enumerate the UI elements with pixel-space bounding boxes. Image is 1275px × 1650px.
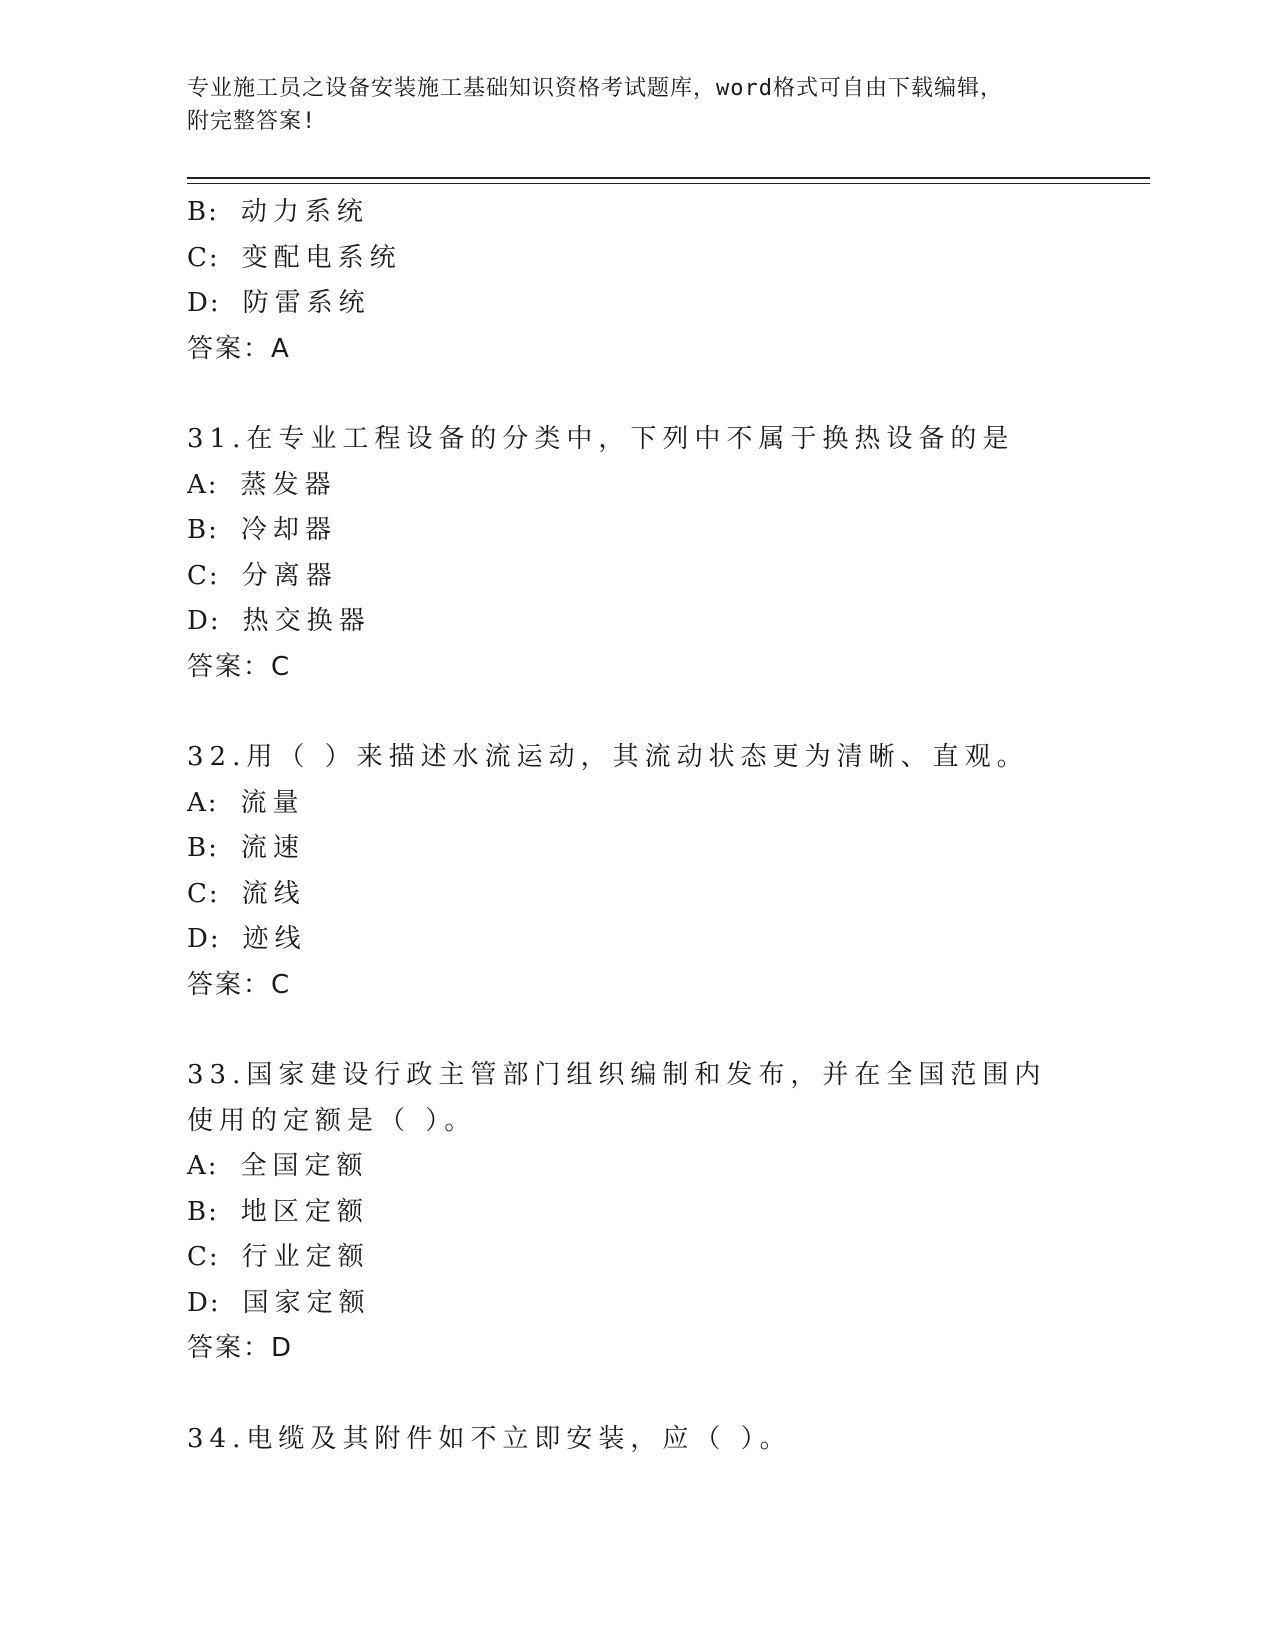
option-c: C: 分离器	[187, 560, 338, 591]
question-text: 33.国家建设行政主管部门组织编制和发布，并在全国范围内使用的定额是（ ）。	[187, 1060, 1047, 1136]
answer-line: 答案：C	[187, 651, 292, 682]
option-b: B: 流速	[187, 833, 305, 863]
option-b: B: 动力系统	[187, 197, 369, 227]
option-c: C: 行业定额	[187, 1242, 370, 1272]
option-c: C: 流线	[187, 878, 306, 909]
option-d: D: 迹线	[187, 924, 307, 954]
option-a: A: 流量	[187, 787, 305, 818]
answer-line: 答案：C	[187, 969, 292, 1000]
option-d: D: 国家定额	[187, 1287, 371, 1318]
answer-line: 答案：D	[187, 1333, 294, 1363]
header-line-1: 专业施工员之设备安装施工基础知识资格考试题库，word格式可自由下载编辑，	[187, 76, 1003, 101]
option-b: B: 冷却器	[187, 515, 337, 545]
header-divider-thin	[187, 183, 1150, 184]
question-block-33	[187, 1053, 1087, 1372]
header-divider-thick	[187, 177, 1150, 179]
option-b: B: 地区定额	[187, 1196, 369, 1227]
question-text: 32.用（ ）来描述水流运动，其流动状态更为清晰、直观。	[187, 742, 1029, 772]
question-block-31	[187, 417, 1087, 690]
question-list	[187, 190, 1087, 1462]
question-block-34	[187, 1417, 1087, 1463]
document-header	[187, 72, 1067, 138]
answer-line: 答案：A	[187, 333, 291, 364]
option-a: A: 全国定额	[187, 1151, 369, 1181]
option-c: C: 变配电系统	[187, 242, 402, 273]
option-d: D: 防雷系统	[187, 288, 371, 318]
prev-question-block	[187, 190, 1087, 372]
question-block-32	[187, 735, 1087, 1008]
option-a: A: 蒸发器	[187, 469, 337, 500]
question-text: 34.电缆及其附件如不立即安装，应（ ）。	[187, 1423, 792, 1454]
question-text: 31.在专业工程设备的分类中，下列中不属于换热设备的是	[187, 424, 1015, 454]
option-d: D: 热交换器	[187, 606, 371, 636]
header-line-2: 附完整答案!	[187, 109, 317, 134]
